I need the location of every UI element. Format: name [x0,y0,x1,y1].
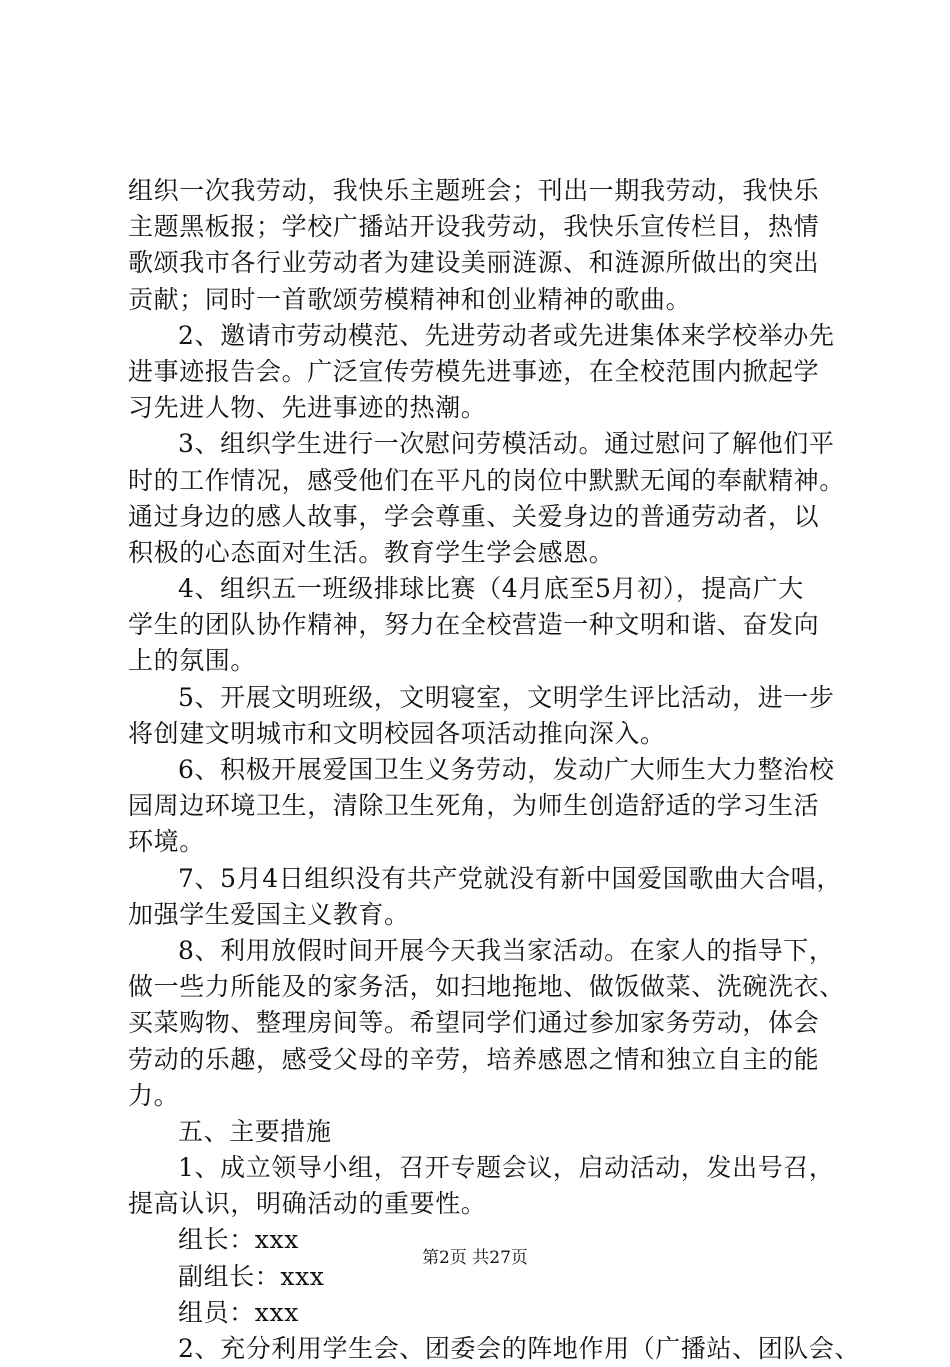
text-line: 贡献；同时一首歌颂劳模精神和创业精神的歌曲。 [128,284,692,314]
text-line: 上的氛围。 [128,646,257,676]
text-line: 学生的团队协作精神，努力在全校营造一种文明和谐、奋发向 [128,610,820,640]
text-line: 组长：xxx [178,1225,299,1255]
text-line: 环境。 [128,827,205,857]
text-line: 8、利用放假时间开展今天我当家活动。在家人的指导下， [178,935,835,965]
text-line: 1、成立领导小组，召开专题会议，启动活动，发出号召， [178,1153,835,1183]
text-line: 组织一次我劳动，我快乐主题班会；刊出一期我劳动，我快乐 [128,176,820,205]
text-line: 主题黑板报；学校广播站开设我劳动，我快乐宣传栏目，热情 [128,212,820,242]
text-line: 3、组织学生进行一次慰问劳模活动。通过慰问了解他们平 [178,429,835,459]
text-line: 园周边环境卫生，清除卫生死角，为师生创造舒适的学习生活 [128,791,820,821]
text-line: 提高认识，明确活动的重要性。 [128,1189,487,1219]
text-line: 通过身边的感人故事，学会尊重、关爱身边的普通劳动者，以 [128,501,820,531]
document-body [128,173,861,1367]
text-line: 做一些力所能及的家务活，如扫地拖地、做饭做菜、洗碗洗衣、 [128,972,845,1002]
text-line: 劳动的乐趣，感受父母的辛劳，培养感恩之情和独立自主的能 [128,1044,820,1074]
page-footer: 第2页 共27页 [422,1248,528,1268]
text-line: 时的工作情况，感受他们在平凡的岗位中默默无闻的奉献精神。 [128,465,845,495]
text-line: 进事迹报告会。广泛宣传劳模先进事迹，在全校范围内掀起学 [128,356,820,386]
text-line: 加强学生爱国主义教育。 [128,899,410,929]
text-line: 2、充分利用学生会、团委会的阵地作用（广播站、团队会、 [178,1334,861,1363]
text-line: 习先进人物、先进事迹的热潮。 [128,393,487,423]
text-line: 副组长：xxx [178,1261,325,1291]
text-line: 组员：xxx [178,1297,299,1327]
text-line: 积极的心态面对生活。教育学生学会感恩。 [128,537,615,567]
text-line: 歌颂我市各行业劳动者为建设美丽涟源、和涟源所做出的突出 [128,248,820,278]
text-line: 5、开展文明班级，文明寝室，文明学生评比活动，进一步 [178,682,835,712]
text-line: 力。 [128,1080,180,1110]
text-line: 五、主要措施 [178,1116,332,1146]
text-line: 7、5月4日组织没有共产党就没有新中国爱国歌曲大合唱， [178,863,842,893]
text-line: 买菜购物、整理房间等。希望同学们通过参加家务劳动，体会 [128,1008,820,1038]
text-line: 6、积极开展爱国卫生义务劳动，发动广大师生大力整治校 [178,755,835,784]
text-line: 4、组织五一班级排球比赛（4月底至5月初），提高广大 [178,574,804,604]
text-line: 2、邀请市劳动模范、先进劳动者或先进集体来学校举办先 [178,320,835,350]
text-line: 将创建文明城市和文明校园各项活动推向深入。 [128,718,666,748]
